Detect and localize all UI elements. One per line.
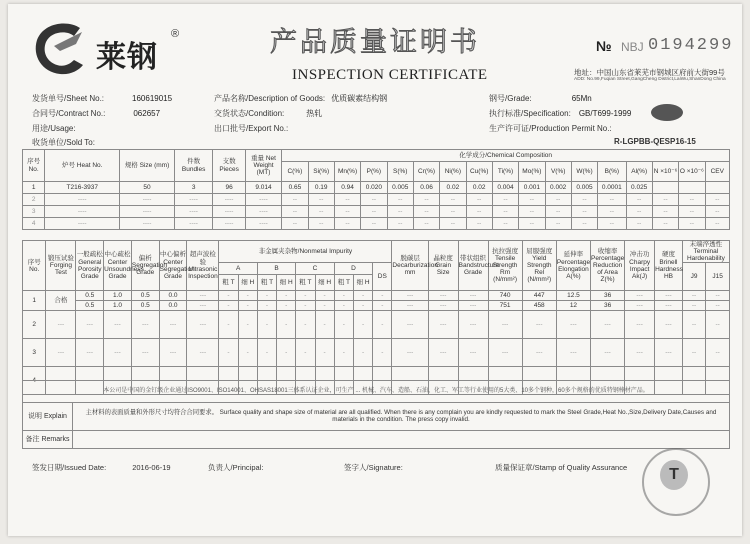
- explain-en: Surface quality and shape size of material are all qualified. When there is any complain you are kindly requested to mark the Steel Grade,Heat No.,Size,Delivery Date,Causes and materials in the condition. The press copy invalid.: [219, 408, 717, 423]
- col-decarb: 脱碳层 Decarburization mm: [392, 241, 428, 291]
- mechanical-table: [22, 240, 730, 395]
- chem-value: 0.19: [308, 182, 334, 194]
- element-header: V(%): [545, 162, 571, 182]
- grade-field: 钢号/Grade: 65Mn: [489, 94, 592, 103]
- yield-value: 447: [522, 291, 556, 301]
- col-size: 规格 Size (mm): [120, 150, 175, 182]
- element-header: Mn(%): [334, 162, 360, 182]
- element-header: Ni(%): [440, 162, 466, 182]
- thin-label: 细 H: [315, 275, 334, 291]
- signature-field: 签字人/Signature:: [344, 463, 403, 472]
- chem-value: 0.004: [492, 182, 518, 194]
- remarks-value: [73, 431, 730, 449]
- thick-label: 粗 T: [296, 275, 315, 291]
- col-brinell: 硬度 Brinell Hardness HB: [655, 241, 683, 291]
- chem-value: 0.0001: [598, 182, 626, 194]
- explain-label: 说明 Explain: [23, 403, 73, 431]
- col-tensile: 抗拉强度 Tensile Strength Rm (N/mm²): [488, 241, 522, 291]
- cert-number-label: №: [596, 38, 612, 54]
- col-j15: J15: [706, 263, 730, 291]
- export-no-field: 出口批号/Export No.:: [214, 124, 289, 133]
- element-header: Si(%): [308, 162, 334, 182]
- explain-text: [73, 403, 730, 431]
- element-header: Mo(%): [519, 162, 545, 182]
- col-segregation: 偏析 Segregation Grade: [131, 241, 159, 291]
- sold-to-field: 收货单位/Sold To:: [32, 138, 95, 147]
- row-number: 2: [23, 194, 45, 206]
- center-value: 1.0: [104, 291, 132, 301]
- chem-value: 0.02: [466, 182, 492, 194]
- col-yield: 屈服强度 Yield Strength Rel (N/mm²): [522, 241, 556, 291]
- size-value: 50: [120, 182, 175, 194]
- reduction-value: 36: [591, 291, 625, 301]
- table-row: 2 --- --- --- --- --- --- - - - - - - - - - --- --- --- --- --- --- --- --- --- -- --: [23, 311, 730, 339]
- document-code: R-LGPBB-QESP16-15: [614, 137, 696, 146]
- element-header: W(%): [571, 162, 597, 182]
- impurity-b: B: [257, 263, 295, 275]
- element-header: S(%): [387, 162, 413, 182]
- col-no: 序号 No.: [23, 150, 45, 182]
- chem-value: 0.65: [282, 182, 308, 194]
- element-header: B(%): [598, 162, 626, 182]
- row-number: 1: [23, 182, 45, 194]
- porosity-value: 0.5: [76, 291, 104, 301]
- goods-field: 产品名称/Description of Goods: 优质碳素结构钢: [214, 94, 388, 103]
- cert-number-prefix: NBJ: [621, 40, 644, 54]
- table-row: 0.5 1.0 0.5 0.0 --- - - - - - - - - - --- --- --- 751 458 12 36 --- --- -- --: [23, 301, 730, 311]
- col-ultrasonic: 超声波检验 Ultrasonic Inspection: [187, 241, 219, 291]
- center-seg-value: 0.0: [159, 291, 187, 301]
- explain-cn: 主材料的表面质量和外形尺寸均符合合同要求。: [85, 408, 218, 416]
- sheet-no-field: 发货单号/Sheet No.: 160619015: [32, 94, 173, 103]
- col-chemical-group: 化学成分/Chemical Composition: [282, 150, 730, 162]
- cert-number: 0194299: [648, 36, 734, 55]
- col-elongation: 延伸率 Percentage Elongation A(%): [556, 241, 590, 291]
- center-value: 1.0: [104, 301, 132, 311]
- logo-text: 莱钢: [96, 40, 158, 75]
- col-grain: 晶粒度 Grain Size: [428, 241, 458, 291]
- impurity-d: D: [334, 263, 372, 275]
- thin-label: 细 H: [238, 275, 257, 291]
- title-english: INSPECTION CERTIFICATE: [292, 67, 488, 83]
- registered-mark: ®: [171, 28, 180, 40]
- center-seg-value: 0.0: [159, 301, 187, 311]
- elongation-value: 12: [556, 301, 590, 311]
- element-header: C(%): [282, 162, 308, 182]
- chem-value: 0.002: [545, 182, 571, 194]
- chem-value: 0.001: [519, 182, 545, 194]
- table-row: [23, 182, 730, 194]
- chem-value: 0.06: [413, 182, 439, 194]
- col-porosity: 一般疏松 General Porosity Grade: [76, 241, 104, 291]
- table-row: 2 ---- ---- ---- ---- ---- -- -- -- -- -- -- -- -- -- -- -- -- -- -- -- -- --: [23, 194, 730, 206]
- element-header: Al(%): [626, 162, 652, 182]
- row-number: 3: [23, 206, 45, 218]
- elongation-value: 12.5: [556, 291, 590, 301]
- yield-value: 458: [522, 301, 556, 311]
- table-row: 3 ---- ---- ---- ---- ---- -- -- -- -- -- -- -- -- -- -- -- -- -- -- -- -- --: [23, 206, 730, 218]
- thick-label: 粗 T: [257, 275, 276, 291]
- col-nonmetal: 非金属夹杂物/Nonmetal Impurity: [219, 241, 392, 263]
- chem-value: 0.94: [334, 182, 360, 194]
- col-no: 序号 No.: [23, 241, 46, 291]
- issued-date-field: 签发日期/Issued Date: 2016-06-19: [32, 463, 171, 472]
- tensile-value: 751: [488, 301, 522, 311]
- col-forging: 锻压试验 Forging Test: [46, 241, 76, 291]
- table-row: 1 合格 0.5 1.0 0.5 0.0 --- - - - - - - - - - --- --- --- 740 447 12.5 36 --- --- -- --: [23, 291, 730, 301]
- address-chinese: 地址：中国山东省莱芜市钢城区府前大街99号: [574, 68, 725, 77]
- col-weight: 重量 Net Weight (MT): [245, 150, 281, 182]
- col-hardenability: 末端淬透性 Terminal Hardenability: [682, 241, 729, 263]
- chem-value: 0.02: [440, 182, 466, 194]
- row-number: 4: [23, 218, 45, 230]
- tensile-value: 740: [488, 291, 522, 301]
- heat-number: T216-3937: [45, 182, 120, 194]
- contract-no-field: 合同号/Contract No.: 062657: [32, 109, 161, 118]
- laigang-logo-icon: [30, 18, 88, 78]
- usage-field: 用途/Usage:: [32, 124, 76, 133]
- col-center: 中心疏松 Center Unsoundness Grade: [104, 241, 132, 291]
- table-row: 4 ---- ---- ---- ---- ---- -- -- -- -- -- -- -- -- -- -- -- -- -- -- -- -- --: [23, 218, 730, 230]
- bundles-value: 3: [174, 182, 212, 194]
- segregation-value: 0.5: [131, 301, 159, 311]
- col-center-seg: 中心偏析 Center Segregation Grade: [159, 241, 187, 291]
- col-heat: 炉号 Heat No.: [45, 150, 120, 182]
- chem-value: 0.020: [361, 182, 387, 194]
- thick-label: 粗 T: [334, 275, 353, 291]
- forging-result: 合格: [46, 291, 76, 311]
- specification-field: 执行标准/Specification: GB/T699-1999: [489, 109, 632, 118]
- element-header: Ti(%): [492, 162, 518, 182]
- chemical-table: [22, 149, 730, 230]
- col-j9: J9: [682, 263, 705, 291]
- element-header: Cr(%): [413, 162, 439, 182]
- row-number: 1: [23, 291, 46, 311]
- col-pieces: 支数 Pieces: [213, 150, 245, 182]
- reduction-value: 36: [591, 301, 625, 311]
- weight-value: 9.014: [245, 182, 281, 194]
- principal-field: 负责人/Principal:: [208, 463, 264, 472]
- condition-field: 交货状态/Condition: 热轧: [214, 109, 323, 118]
- element-header: N ×10⁻⁶: [652, 162, 678, 182]
- col-charpy: 冲击功 Charpy Impact Ak(J): [625, 241, 655, 291]
- element-header: CEV: [705, 162, 730, 182]
- chem-value: [652, 182, 678, 194]
- company-statement: 本公司是中国的金钉级企业通过ISO9001、ISO14001、OHSAS18001三体系认证企业，可生产 ... 机械、汽车、造船、石油、化工、军工等行业使用的5大类、10多个钢种，60多个规格的优质特钢棒材产品。: [23, 381, 730, 403]
- thin-label: 细 H: [353, 275, 372, 291]
- element-header: P(%): [361, 162, 387, 182]
- permit-field: 生产许可证/Production Permit No.:: [489, 124, 612, 133]
- segregation-value: 0.5: [131, 291, 159, 301]
- impurity-ds: DS: [373, 263, 392, 291]
- thick-label: 粗 T: [219, 275, 238, 291]
- chem-value: [705, 182, 730, 194]
- thin-label: 细 H: [277, 275, 296, 291]
- row-number: 2: [23, 311, 46, 339]
- row-number: 4: [23, 367, 46, 395]
- chem-value: 0.025: [626, 182, 652, 194]
- stamp-letter: T: [660, 460, 688, 490]
- impurity-c: C: [296, 263, 334, 275]
- element-header: Cu(%): [466, 162, 492, 182]
- table-row: 4 --- --- --- --- --- --- - - - - - - - - - --- --- --- --- --- --- --- --- --- -- --: [23, 367, 730, 395]
- certification-seal-icon: [651, 104, 683, 121]
- chem-value: 0.005: [387, 182, 413, 194]
- notes-table: [22, 380, 730, 449]
- table-row: 3 --- --- --- --- --- --- - - - - - - - - - --- --- --- --- --- --- --- --- --- -- --: [23, 339, 730, 367]
- title-chinese: 产品质量证明书: [270, 27, 480, 58]
- chem-value: [679, 182, 705, 194]
- address-english: ADD: No.99,Fuqian Street,GangCheng District,LaiWu,ShanDong China: [574, 77, 726, 82]
- porosity-value: 0.5: [76, 301, 104, 311]
- col-bundles: 件数 Bundles: [174, 150, 212, 182]
- row-number: 3: [23, 339, 46, 367]
- stamp-label: 质量保证章/Stamp of Quality Assurance: [495, 463, 628, 472]
- certificate-sheet: [8, 4, 742, 536]
- impurity-a: A: [219, 263, 257, 275]
- pieces-value: 96: [213, 182, 245, 194]
- chem-value: 0.005: [571, 182, 597, 194]
- col-reduction: 收缩率 Percentage Reduction of Area Z(%): [591, 241, 625, 291]
- element-header: O ×10⁻⁶: [679, 162, 705, 182]
- col-band: 带状组织 Bandstructure Grade: [458, 241, 488, 291]
- remarks-label: 备注 Remarks: [23, 431, 73, 449]
